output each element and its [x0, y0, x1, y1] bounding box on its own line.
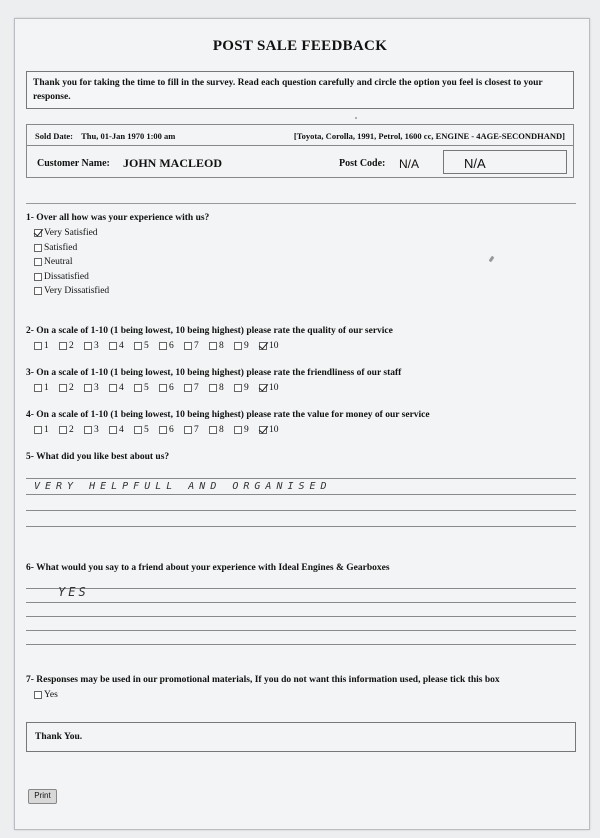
scale-option-2[interactable]: [59, 383, 84, 393]
question-7: 7- Responses may be used in our promotional materials, If you do not want this information used, please tick this box: [26, 675, 500, 685]
scale-option-2[interactable]: [59, 425, 84, 435]
thank-you-text: Thank You.: [35, 732, 83, 742]
checkbox-icon[interactable]: [109, 384, 117, 392]
scale-option-label: 4: [119, 383, 124, 393]
answer-line: [26, 630, 576, 631]
scale-option-7[interactable]: [184, 341, 209, 351]
answer-line: [26, 478, 576, 479]
scale-option-label: 6: [169, 383, 174, 393]
customer-name-value: JOHN MACLEOD: [123, 156, 222, 170]
checkbox-icon[interactable]: [34, 384, 42, 392]
sold-date-value: Thu, 01-Jan 1970 1:00 am: [81, 131, 176, 141]
scale-option-label: 1: [44, 383, 49, 393]
sold-date-label: Sold Date:: [35, 131, 74, 141]
scale-option-3[interactable]: [84, 383, 109, 393]
scale-option-1[interactable]: [34, 425, 59, 435]
checkbox-icon[interactable]: [259, 426, 267, 434]
checkbox-icon[interactable]: [34, 691, 42, 699]
scale-option-label: 3: [94, 425, 99, 435]
vehicle-details: [Toyota, Corolla, 1991, Petrol, 1600 cc, ENGINE - 4AGE-SECONDHAND]: [293, 131, 565, 141]
checkbox-icon[interactable]: [209, 426, 217, 434]
scale-option-6[interactable]: [159, 383, 184, 393]
scale-option-label: 7: [194, 383, 199, 393]
answer-line: [26, 602, 576, 603]
option-very-dissatisfied[interactable]: Very Dissatisfied: [34, 284, 109, 299]
checkbox-icon[interactable]: [109, 426, 117, 434]
checkbox-icon[interactable]: [209, 342, 217, 350]
scale-option-10[interactable]: [259, 341, 284, 351]
scale-option-8[interactable]: [209, 383, 234, 393]
question-4: 4- On a scale of 1-10 (1 being lowest, 10 being highest) please rate the value for money of our service: [26, 410, 430, 420]
scale-option-label: 10: [269, 425, 279, 435]
checkbox-icon[interactable]: [34, 342, 42, 350]
scale-option-label: 8: [219, 383, 224, 393]
postcode-value: N/A: [399, 157, 420, 171]
scale-option-6[interactable]: [159, 425, 184, 435]
checkbox-icon[interactable]: [34, 229, 42, 237]
postcode-label: Post Code:: [339, 158, 386, 169]
checkbox-icon[interactable]: [34, 426, 42, 434]
scale-option-5[interactable]: [134, 341, 159, 351]
checkbox-icon[interactable]: [59, 342, 67, 350]
scale-option-label: 2: [69, 425, 74, 435]
scale-option-label: 7: [194, 425, 199, 435]
question-5-handwritten-answer: VERY HELPFULL AND ORGANISED: [34, 481, 332, 492]
scale-option-label: 8: [219, 341, 224, 351]
answer-line: [26, 526, 576, 527]
scale-option-6[interactable]: [159, 341, 184, 351]
checkbox-icon[interactable]: [259, 342, 267, 350]
checkbox-icon[interactable]: [184, 342, 192, 350]
question-1-options: [34, 226, 109, 299]
checkbox-icon[interactable]: [134, 384, 142, 392]
option-satisfied[interactable]: Satisfied: [34, 241, 109, 256]
scale-option-7[interactable]: [184, 425, 209, 435]
scale-option-label: 5: [144, 425, 149, 435]
checkbox-icon[interactable]: [234, 342, 242, 350]
scale-option-9[interactable]: [234, 383, 259, 393]
scale-option-label: 3: [94, 383, 99, 393]
question-6-handwritten-answer: YES: [58, 585, 89, 599]
checkbox-icon[interactable]: [234, 384, 242, 392]
sale-info-row: [27, 125, 573, 146]
scale-option-1[interactable]: [34, 341, 59, 351]
scale-option-label: 4: [119, 425, 124, 435]
scale-option-8[interactable]: [209, 341, 234, 351]
checkbox-icon[interactable]: [34, 258, 42, 266]
scale-option-5[interactable]: [134, 425, 159, 435]
checkbox-icon[interactable]: [59, 384, 67, 392]
scale-option-label: 1: [44, 425, 49, 435]
customer-info-box: [26, 124, 574, 178]
question-2-scale: [34, 341, 284, 351]
checkbox-icon[interactable]: [59, 426, 67, 434]
checkbox-icon[interactable]: [184, 426, 192, 434]
checkbox-icon[interactable]: [234, 426, 242, 434]
scale-option-5[interactable]: [134, 383, 159, 393]
checkbox-icon[interactable]: [159, 426, 167, 434]
checkbox-icon[interactable]: [159, 384, 167, 392]
checkbox-icon[interactable]: [159, 342, 167, 350]
scale-option-label: 10: [269, 341, 279, 351]
question-2: 2- On a scale of 1-10 (1 being lowest, 10 being highest) please rate the quality of our service: [26, 326, 393, 336]
print-button[interactable]: Print: [28, 789, 57, 804]
question-1: 1- Over all how was your experience with us?: [26, 213, 210, 223]
scale-option-9[interactable]: [234, 425, 259, 435]
checkbox-icon[interactable]: [34, 273, 42, 281]
form-title: POST SALE FEEDBACK: [212, 38, 388, 54]
option-yes[interactable]: Yes: [34, 688, 58, 703]
answer-line: [26, 616, 576, 617]
question-3: 3- On a scale of 1-10 (1 being lowest, 10 being highest) please rate the friendliness of our staff: [26, 368, 402, 378]
scale-option-label: 5: [144, 383, 149, 393]
scale-option-8[interactable]: [209, 425, 234, 435]
answer-line: [26, 510, 576, 511]
customer-name-label: Customer Name:: [37, 158, 110, 169]
scale-option-9[interactable]: [234, 341, 259, 351]
answer-line: [26, 494, 576, 495]
checkbox-icon[interactable]: [109, 342, 117, 350]
intro-text: Thank you for taking the time to fill in the survey. Read each question carefully and circle the option you feel is closest to your response.: [33, 78, 543, 102]
section-divider: [26, 203, 576, 204]
question-4-scale: [34, 425, 284, 435]
answer-line: [26, 588, 576, 589]
checkbox-icon[interactable]: [84, 426, 92, 434]
scale-option-label: 4: [119, 341, 124, 351]
checkbox-icon[interactable]: [84, 384, 92, 392]
scale-option-label: 10: [269, 383, 279, 393]
answer-line: [26, 644, 576, 645]
checkbox-icon[interactable]: [84, 342, 92, 350]
scale-option-2[interactable]: [59, 341, 84, 351]
sold-date: [35, 131, 175, 141]
scale-option-label: 8: [219, 425, 224, 435]
scale-option-label: 2: [69, 341, 74, 351]
thank-you-box: [26, 722, 576, 752]
checkbox-icon[interactable]: [259, 384, 267, 392]
scale-option-10[interactable]: [259, 383, 284, 393]
scale-option-1[interactable]: [34, 383, 59, 393]
question-3-scale: [34, 383, 284, 393]
scale-option-4[interactable]: [109, 341, 134, 351]
scale-option-label: 1: [44, 341, 49, 351]
scale-option-label: 5: [144, 341, 149, 351]
scale-option-label: 6: [169, 425, 174, 435]
option-dissatisfied[interactable]: Dissatisfied: [34, 270, 109, 285]
scale-option-4[interactable]: [109, 383, 134, 393]
question-6: 6- What would you say to a friend about your experience with Ideal Engines & Gearboxes: [26, 563, 390, 573]
scale-option-4[interactable]: [109, 425, 134, 435]
scale-option-3[interactable]: [84, 341, 109, 351]
scale-option-label: 2: [69, 383, 74, 393]
scale-option-label: 6: [169, 341, 174, 351]
scale-option-label: 9: [244, 383, 249, 393]
scale-option-label: 9: [244, 425, 249, 435]
question-5: 5- What did you like best about us?: [26, 452, 170, 462]
question-7-options: [34, 688, 58, 703]
checkbox-icon[interactable]: [134, 342, 142, 350]
checkbox-icon[interactable]: [209, 384, 217, 392]
scale-option-label: 3: [94, 341, 99, 351]
checkbox-icon[interactable]: [34, 244, 42, 252]
checkbox-icon[interactable]: [134, 426, 142, 434]
intro-box: [26, 71, 574, 109]
postcode-field[interactable]: N/A: [443, 150, 567, 174]
option-very-satisfied[interactable]: Very Satisfied: [34, 226, 109, 241]
scale-option-3[interactable]: [84, 425, 109, 435]
checkbox-icon[interactable]: [184, 384, 192, 392]
scale-option-label: 9: [244, 341, 249, 351]
scale-option-7[interactable]: [184, 383, 209, 393]
paper-speck: [355, 117, 357, 119]
option-neutral[interactable]: Neutral: [34, 255, 109, 270]
checkbox-icon[interactable]: [34, 287, 42, 295]
scale-option-10[interactable]: [259, 425, 284, 435]
scale-option-label: 7: [194, 341, 199, 351]
